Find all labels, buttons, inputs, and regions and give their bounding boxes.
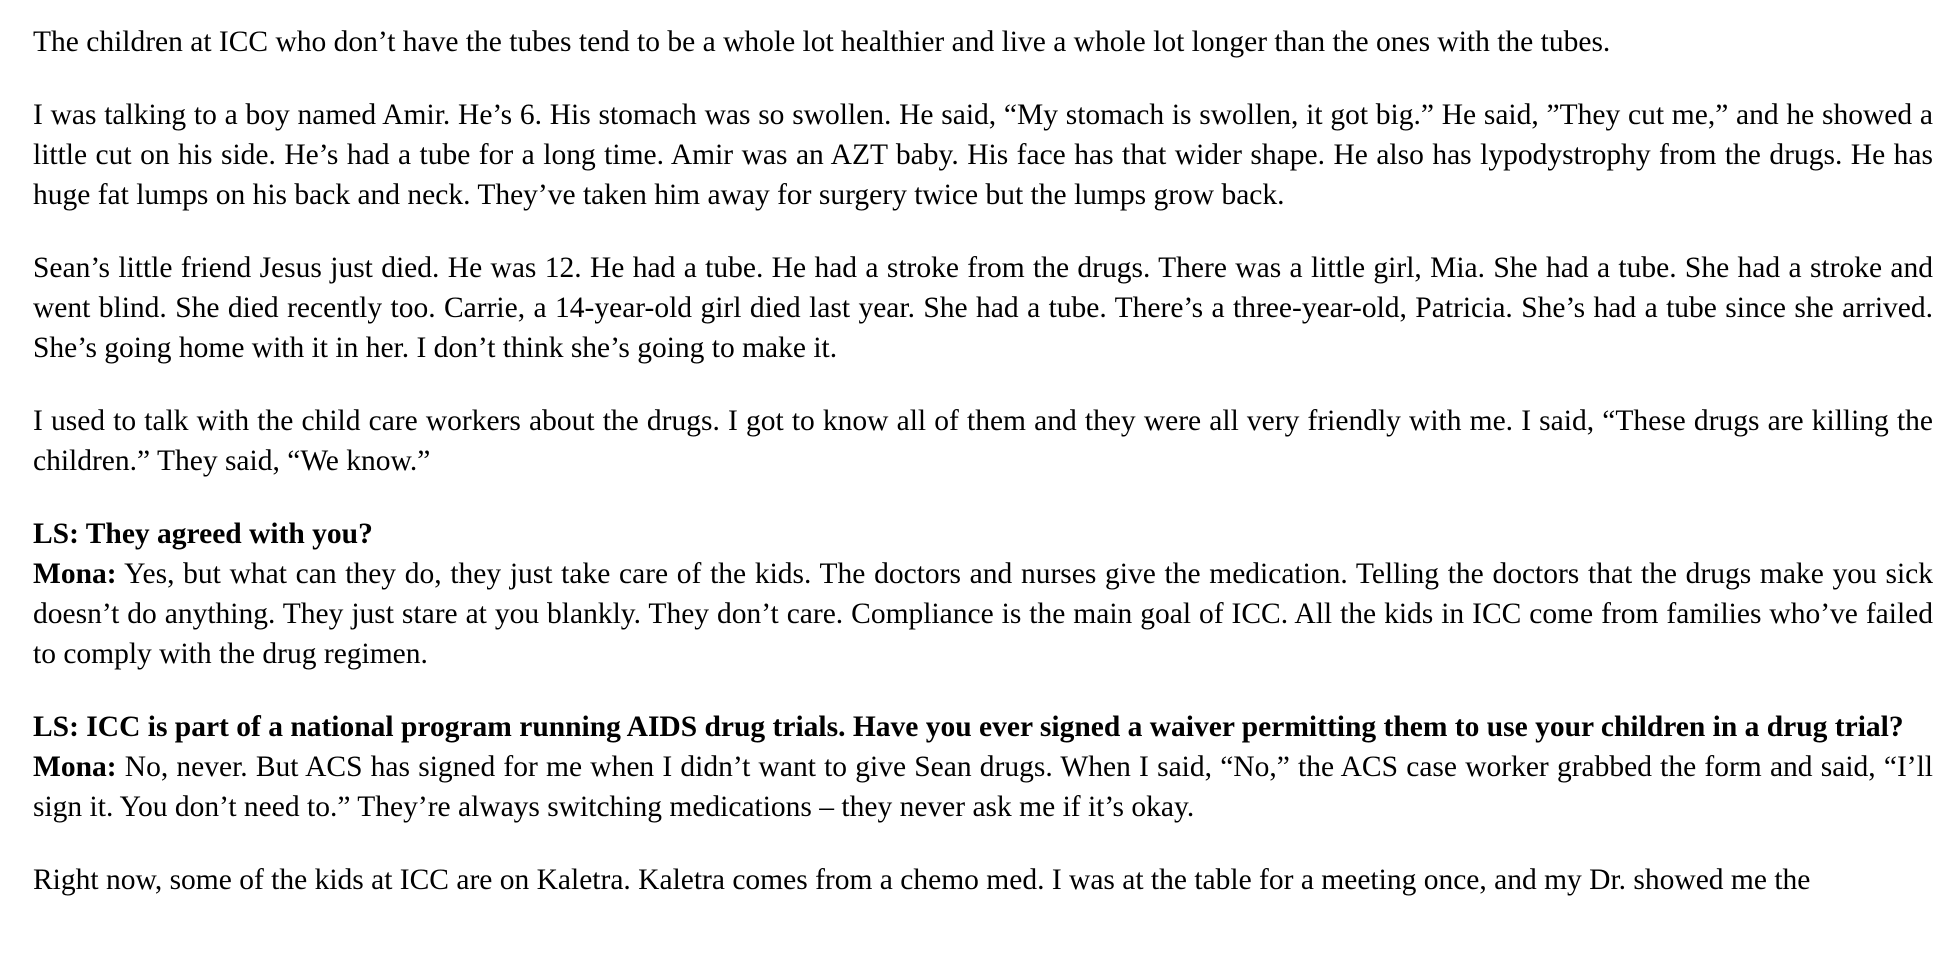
paragraph: I used to talk with the child care workers about the drugs. I got to know all of them and they were all very friendly with me. I said, “These drugs are killing the children.” They said, “We know.” — [33, 405, 1933, 477]
interviewer-question: LS: ICC is part of a national program running AIDS drug trials. Have you ever signed a waiver permitting them to use your children in a drug trial? — [33, 711, 1904, 743]
paragraph: The children at ICC who don’t have the tubes tend to be a whole lot healthier and live a whole lot longer than the ones with the tubes. — [33, 26, 1611, 58]
paragraph-cut-off: Right now, some of the kids at ICC are on Kaletra. Kaletra comes from a chemo med. I was at the table for a meeting once, and my Dr. showed me the — [33, 864, 1811, 896]
paragraph: Sean’s little friend Jesus just died. He was 12. He had a tube. He had a stroke from the drugs. There was a little girl, Mia. She had a tube. She had a stroke and went blind. She died recently too. Carrie, a 14-year-old girl died last year. She had a tube. There’s a three-year-old, Patricia. She’s had a tube since she arrived. She’s going home with it in her. I don’t think she’s going to make it. — [33, 252, 1933, 364]
paragraph: I was talking to a boy named Amir. He’s 6. His stomach was so swollen. He said, “My stomach is swollen, it got big.” He said, ”They cut me,” and he showed a little cut on his side. He’s had a tube for a long time. Amir was an AZT baby. His face has that wider shape. He also has lypodystrophy from the drugs. He has huge fat lumps on his back and neck. They’ve taken him away for surgery twice but the lumps grow back. — [33, 99, 1933, 211]
interviewee-answer — [33, 554, 1933, 674]
interview-exchange — [33, 707, 1933, 827]
interview-exchange — [33, 514, 1933, 674]
document-page — [33, 22, 1933, 900]
answer-text: Yes, but what can they do, they just take care of the kids. The doctors and nurses give the medication. Telling the doctors that the drugs make you sick doesn’t do anything. They just stare at you blankly. They don’t care. Compliance is the main goal of ICC. All the kids in ICC come from families who’ve failed to comply with the drug regimen. — [33, 558, 1933, 670]
speaker-label: Mona: — [33, 558, 117, 590]
interviewer-question: LS: They agreed with you? — [33, 518, 373, 550]
answer-text: No, never. But ACS has signed for me when I didn’t want to give Sean drugs. When I said, “No,” the ACS case worker grabbed the form and said, “I’ll sign it. You don’t need to.” They’re always switching medications – they never ask me if it’s okay. — [33, 751, 1933, 823]
speaker-label: Mona: — [33, 751, 117, 783]
interviewee-answer — [33, 747, 1933, 827]
